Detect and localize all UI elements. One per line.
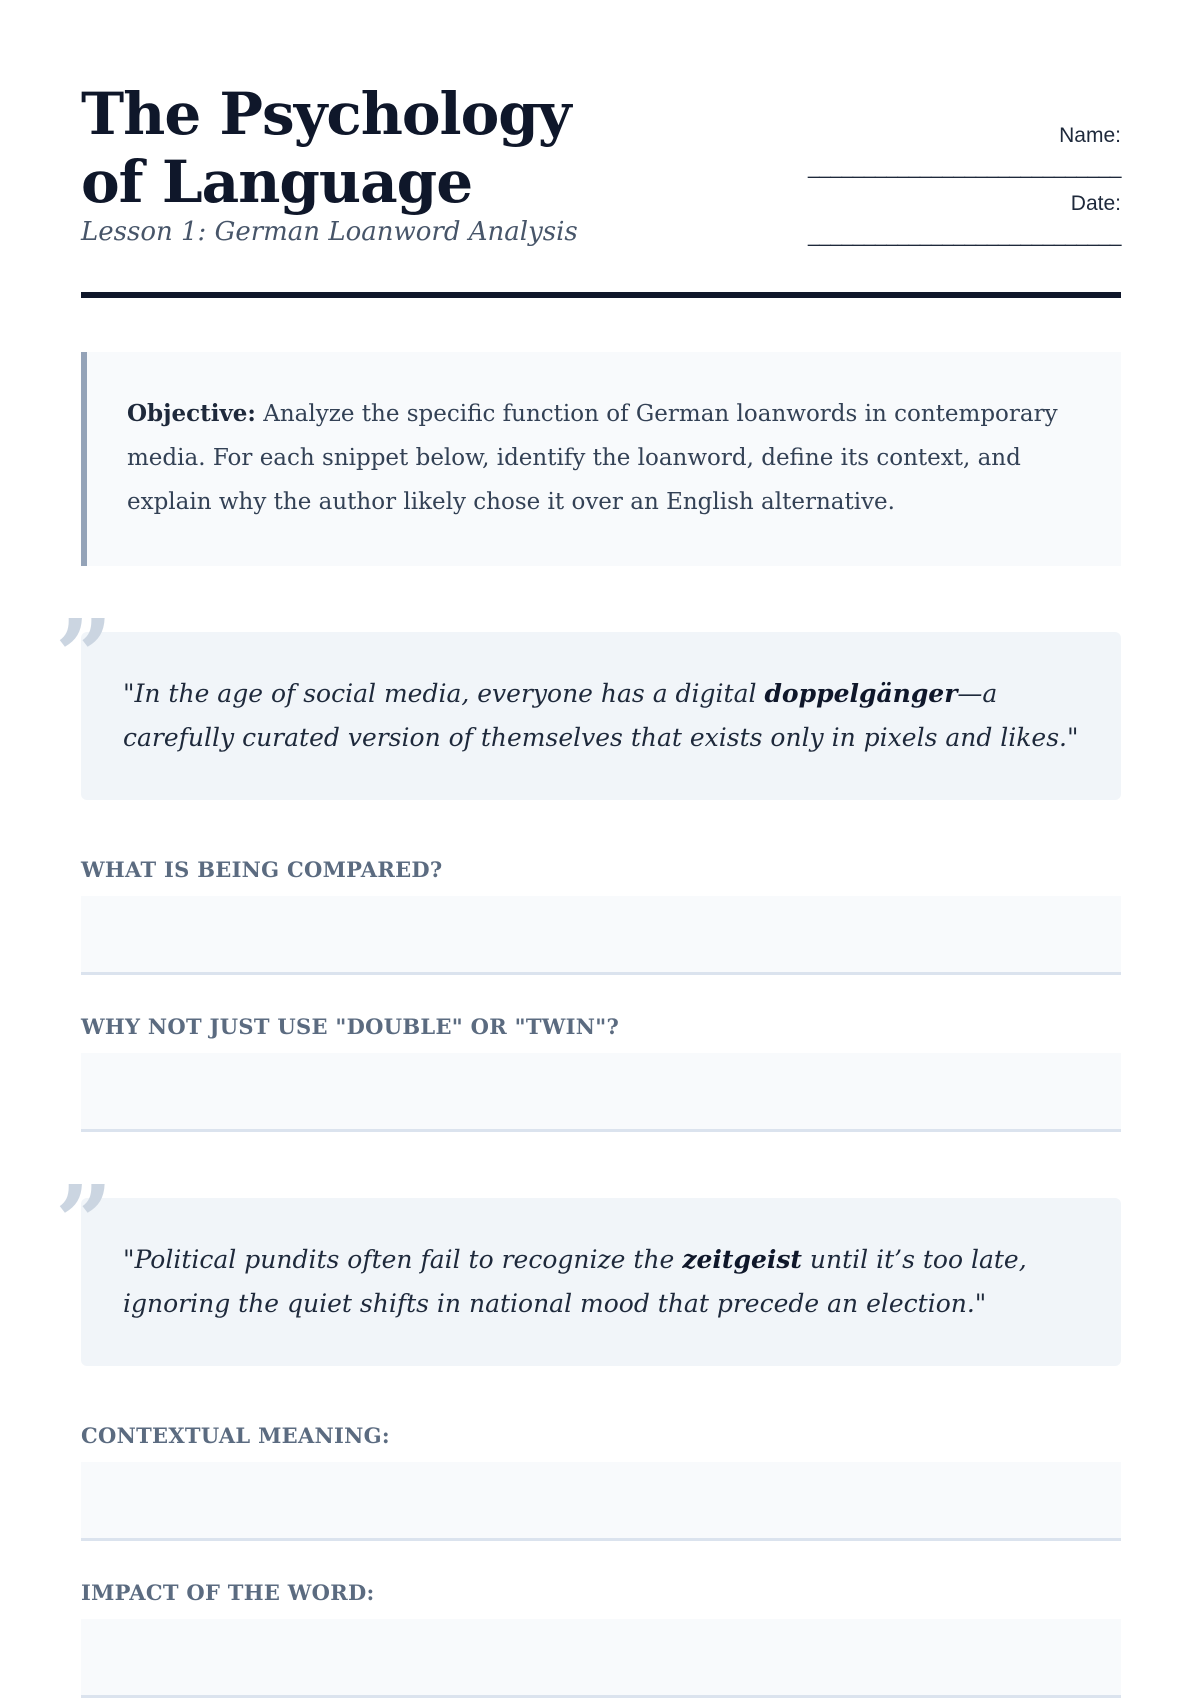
snippet-quote [81,1198,1121,1366]
snippet-2 [55,1163,1121,1366]
page-title: The Psychology of Language [81,80,571,216]
loanword: zeitgeist [682,1245,802,1274]
loanword: doppelgänger [764,679,958,708]
objective-box [81,352,1121,566]
question-label: IMPACT OF THE WORD: [81,1580,375,1605]
quote-icon: ” [55,1163,113,1281]
worksheet-header [81,80,1121,298]
question-label: WHY NOT JUST USE "DOUBLE" OR "TWIN"? [81,1014,620,1039]
objective-text: Analyze the specific function of German loanwords in contemporary media. For each snippet below, identify the loanword, define its context, and explain why the author likely chose it over an English alternative. [127,401,1058,515]
snippet-text-after: —a carefully curated version of themselves that exists only in pixels and likes." [123,679,1079,752]
lesson-subtitle: Lesson 1: German Loanword Analysis [81,217,578,247]
question-label: WHAT IS BEING COMPARED? [81,857,443,882]
answer-field[interactable] [81,1462,1121,1541]
question-label: CONTEXTUAL MEANING: [81,1423,390,1448]
quote-icon: ” [55,597,113,715]
answer-field[interactable] [81,896,1121,975]
answer-field[interactable] [81,1619,1121,1698]
snippet-quote [81,632,1121,800]
snippet-text-before: "In the age of social media, everyone has a digital [123,679,765,708]
date-label: Date: [1070,192,1121,215]
name-line[interactable]: ____________________________ [807,156,1121,179]
snippet-1 [55,597,1121,800]
student-info [808,122,1121,258]
name-label: Name: [1059,124,1121,147]
objective-label: Objective: [127,400,256,427]
worksheet-page [55,80,1121,1698]
date-line[interactable]: ____________________________ [807,224,1121,247]
snippet-text-before: "Political pundits often fail to recognize the [123,1245,683,1274]
snippet-text-after: until it’s too late, ignoring the quiet shifts in national mood that precede an election." [123,1245,1027,1318]
answer-field[interactable] [81,1053,1121,1132]
